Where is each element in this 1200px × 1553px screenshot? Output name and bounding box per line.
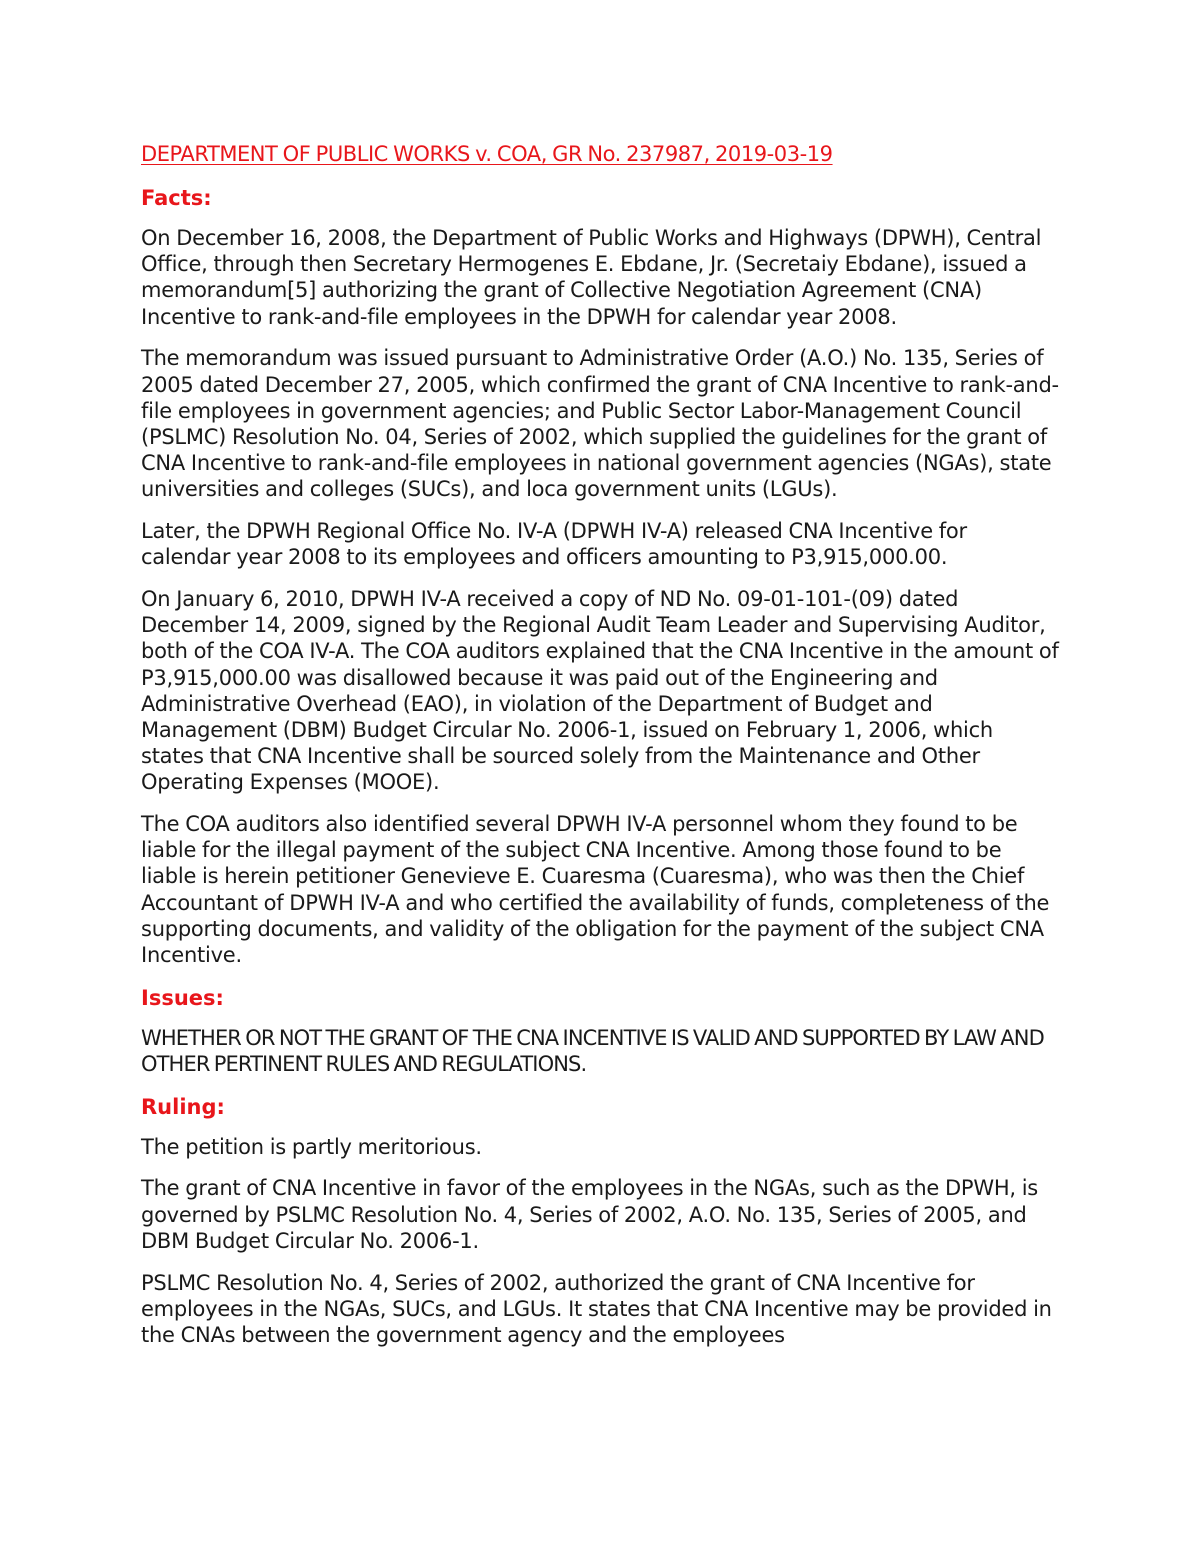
ruling-paragraph: The grant of CNA Incentive in favor of the employees in the NGAs, such as the DPWH, is governed by PSLMC Resolution No. 4, Series of 2002, A.O. No. 135, Series of 2005, and DBM Budget Circular No. 2006-1.	[141, 1176, 1038, 1253]
facts-section	[141, 184, 1061, 968]
ruling-paragraph: PSLMC Resolution No. 4, Series of 2002, authorized the grant of CNA Incentive for employees in the NGAs, SUCs, and LGUs. It states that CNA Incentive may be provided in the CNAs between the government agency and the employees	[141, 1270, 1052, 1347]
issues-paragraph: WHETHER OR NOT THE GRANT OF THE CNA INCENTIVE IS VALID AND SUPPORTED BY LAW AND OTHER PERTINENT RULES AND REGULATIONS.	[141, 1025, 1044, 1076]
ruling-heading: Ruling:	[141, 1094, 225, 1119]
facts-heading: Facts:	[141, 186, 212, 210]
ruling-section	[141, 1093, 1061, 1348]
case-title: DEPARTMENT OF PUBLIC WORKS v. COA, GR No. 237987, 2019-03-19	[141, 142, 833, 166]
facts-paragraph: Later, the DPWH Regional Office No. IV-A (DPWH IV-A) released CNA Incentive for calendar year 2008 to its employees and officers amounting to P3,915,000.00.	[141, 519, 967, 570]
ruling-paragraph: The petition is partly meritorious.	[141, 1134, 482, 1159]
issues-section	[141, 984, 1061, 1077]
facts-paragraph: On December 16, 2008, the Department of Public Works and Highways (DPWH), Central Office, through then Secretary Hermogenes E. Ebdane, Jr. (Secretaiy Ebdane), issued a memorandum[5] authorizing the grant of Collective Negotiation Agreement (CNA) Incentive to rank-and-file employees in the DPWH for calendar year 2008.	[141, 226, 1042, 329]
issues-heading: Issues:	[141, 985, 224, 1010]
facts-paragraph: The memorandum was issued pursuant to Administrative Order (A.O.) No. 135, Series of 2005 dated December 27, 2005, which confirmed the grant of CNA Incentive to rank-and-file employees in government agencies; and Public Sector Labor-Management Council (PSLMC) Resolution No. 04, Series of 2002, which supplied the guidelines for the grant of CNA Incentive to rank-and-file employees in national government agencies (NGAs), state universities and colleges (SUCs), and loca government units (LGUs).	[141, 346, 1059, 502]
document-page	[141, 140, 1061, 1364]
facts-paragraph: On January 6, 2010, DPWH IV-A received a copy of ND No. 09-01-101-(09) dated December 14, 2009, signed by the Regional Audit Team Leader and Supervising Auditor, both of the COA IV-A. The COA auditors explained that the CNA Incentive in the amount of P3,915,000.00 was disallowed because it was paid out of the Engineering and Administrative Overhead (EAO), in violation of the Department of Budget and Management (DBM) Budget Circular No. 2006-1, issued on February 1, 2006, which states that CNA Incentive shall be sourced solely from the Maintenance and Other Operating Expenses (MOOE).	[141, 586, 1059, 795]
facts-paragraph: The COA auditors also identified several DPWH IV-A personnel whom they found to be liable for the illegal payment of the subject CNA Incentive. Among those found to be liable is herein petitioner Genevieve E. Cuaresma (Cuaresma), who was then the Chief Accountant of DPWH IV-A and who certified the availability of funds, completeness of the supporting documents, and validity of the obligation for the payment of the subject CNA Incentive.	[141, 812, 1050, 968]
